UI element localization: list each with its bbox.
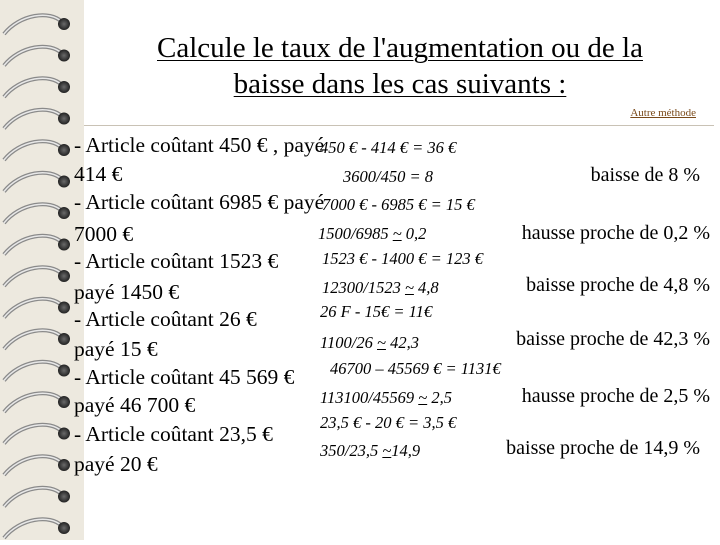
problem-line: - Article coûtant 26 €: [74, 307, 257, 331]
problem-line: 414 €: [74, 162, 123, 186]
result-text: hausse proche de 2,5 %: [521, 385, 710, 407]
result-text: baisse proche de 14,9 %: [506, 437, 700, 459]
binding-hole: [58, 207, 70, 219]
problem-line: - Article coûtant 23,5 €: [74, 422, 273, 446]
problem-line: 7000 €: [74, 222, 134, 246]
binding-hole: [58, 522, 70, 534]
divider: [84, 125, 714, 126]
problem-line: payé 15 €: [74, 337, 158, 361]
difference-calc: 26 F - 15€ = 11€: [320, 302, 433, 321]
spiral-binding: [0, 0, 84, 540]
problem-line: - Article coûtant 1523 €: [74, 249, 279, 273]
binding-hole: [58, 302, 70, 314]
binding-hole: [58, 365, 70, 377]
binding-hole: [58, 176, 70, 188]
difference-calc: 7000 € - 6985 € = 15 €: [322, 195, 475, 214]
binding-hole: [58, 270, 70, 282]
approx-symbol: ~: [377, 333, 386, 352]
binding-hole: [58, 396, 70, 408]
difference-calc: 23,5 € - 20 € = 3,5 €: [320, 413, 457, 432]
ratio-calc: 113100/45569 ~ 2,5: [320, 388, 452, 407]
ratio-calc: 12300/1523 ~ 4,8: [322, 278, 439, 297]
approx-symbol: ~: [418, 388, 428, 407]
difference-calc: 46700 – 45569 € = 1131€: [330, 359, 501, 378]
result-text: hausse proche de 0,2 %: [521, 222, 710, 244]
approx-symbol: ~: [404, 278, 414, 297]
spiral-rings-icon: [0, 0, 84, 540]
binding-hole: [58, 144, 70, 156]
title-line-1: Calcule le taux de l'augmentation ou de la: [157, 32, 643, 64]
problem-line: payé 1450 €: [74, 280, 180, 304]
binding-hole: [58, 18, 70, 30]
ratio-calc: 1500/6985 ~ 0,2: [318, 224, 427, 243]
problem-line: - Article coûtant 45 569 €: [74, 365, 295, 389]
problem-line: - Article coûtant 450 € , payé: [74, 133, 325, 157]
problem-line: payé 20 €: [74, 452, 158, 476]
result-text: baisse proche de 4,8 %: [526, 274, 710, 296]
binding-hole: [58, 459, 70, 471]
binding-hole: [58, 428, 70, 440]
title-line-2: baisse dans les cas suivants :: [233, 68, 567, 100]
page-title: [100, 30, 700, 102]
binding-hole: [58, 333, 70, 345]
binding-hole: [58, 50, 70, 62]
ratio-calc: 350/23,5 ~14,9: [320, 441, 421, 460]
other-method-link[interactable]: Autre méthode: [630, 107, 696, 119]
binding-hole: [58, 113, 70, 125]
difference-calc: 1523 € - 1400 € = 123 €: [322, 249, 484, 268]
difference-calc: 450 € - 414 € = 36 €: [320, 138, 457, 157]
problem-line: payé 46 700 €: [74, 393, 196, 417]
approx-symbol: ~: [392, 224, 402, 243]
ratio-calc: 3600/450 = 8: [343, 167, 433, 186]
binding-hole: [58, 81, 70, 93]
result-text: baisse proche de 42,3 %: [516, 328, 710, 350]
result-text: baisse de 8 %: [590, 164, 700, 186]
binding-hole: [58, 239, 70, 251]
ratio-calc: 1100/26 ~ 42,3: [320, 333, 419, 352]
problem-line: - Article coûtant 6985 € payé: [74, 190, 325, 214]
approx-symbol: ~: [382, 441, 392, 460]
binding-hole: [58, 491, 70, 503]
